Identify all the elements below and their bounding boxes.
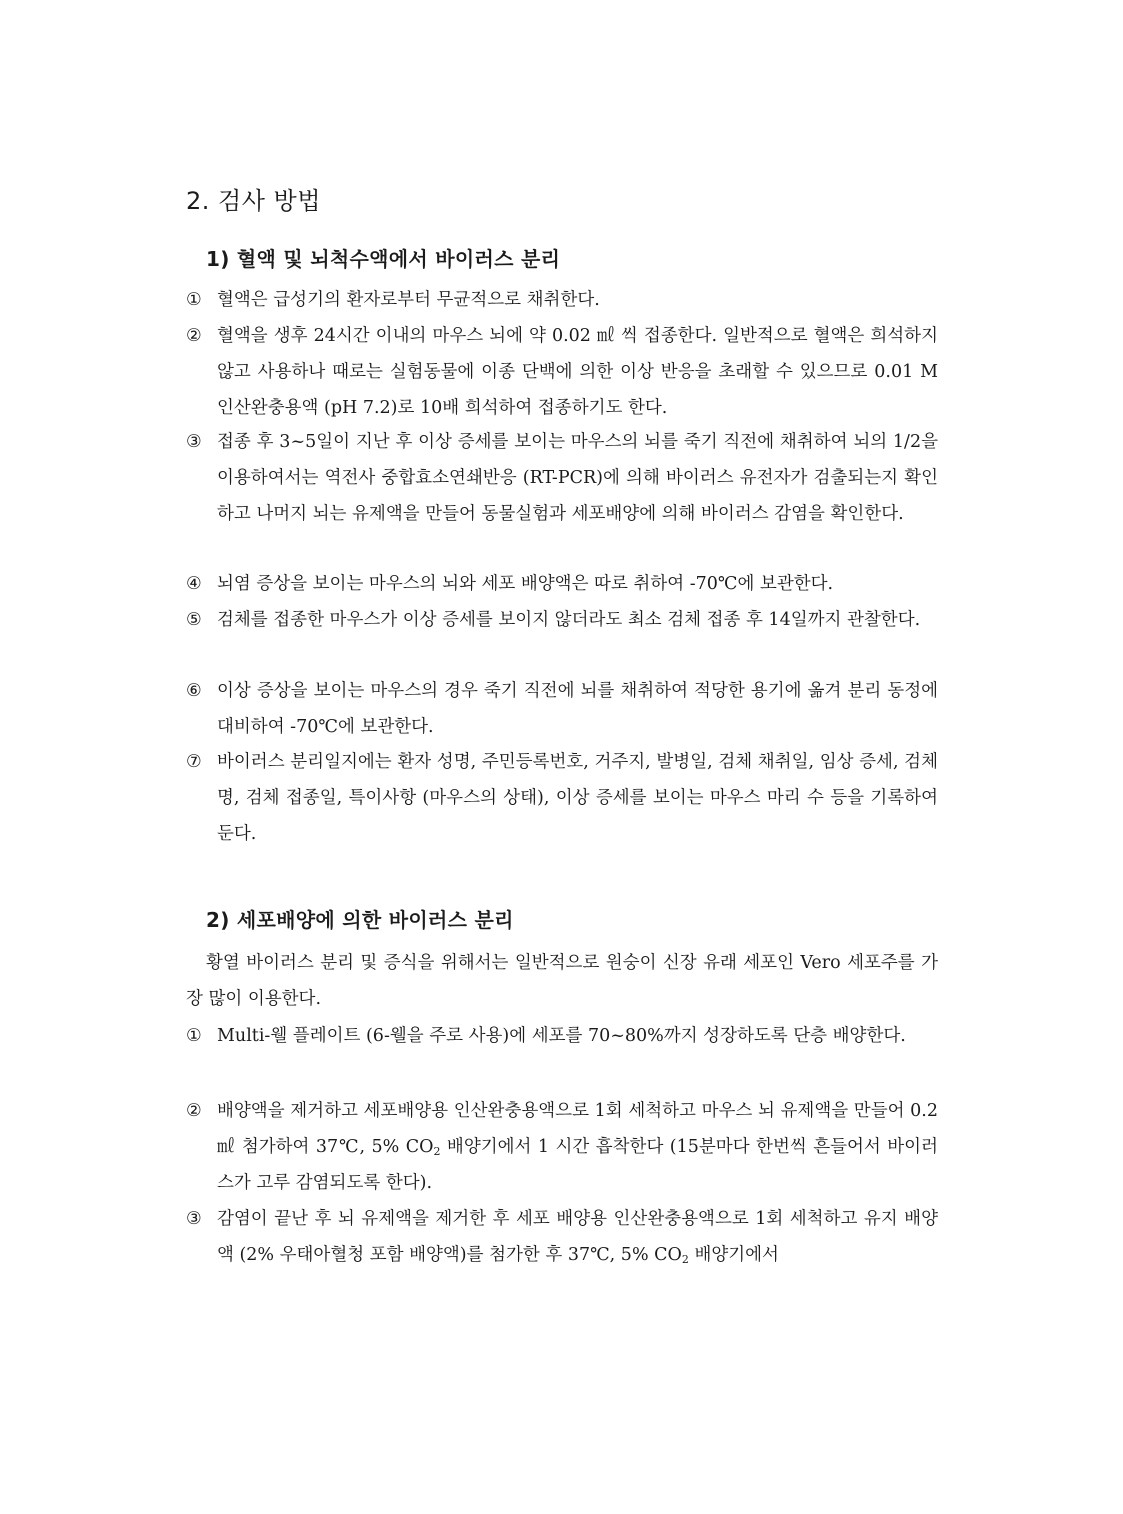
item-text: Multi-웰 플레이트 (6-웰을 주로 사용)에 세포를 70~80%까지 성장하도록 단층 배양한다. (217, 1026, 906, 1046)
item-text (217, 1201, 938, 1273)
item-text-part: 배양기에서 (688, 1245, 779, 1265)
item-text: 이상 증상을 보이는 마우스의 경우 죽기 직전에 뇌를 채취하여 적당한 용기에 옮겨 분리 동정에 대비하여 -70℃에 보관한다. (217, 681, 938, 737)
item-text-part: 배양기에서 1 시간 흡착한다 (15분마다 한번씩 흔들어서 바이러스가 고루 감염되도록 한다). (217, 1137, 938, 1193)
section-heading: 2. 검사 방법 (186, 187, 321, 215)
subscript: 2 (681, 1253, 689, 1266)
item-number: ① (186, 1026, 202, 1046)
item-text: 혈액은 급성기의 환자로부터 무균적으로 채취한다. (217, 290, 600, 310)
item-text: 검체를 접종한 마우스가 이상 증세를 보이지 않더라도 최소 검체 접종 후 14일까지 관찰한다. (217, 610, 921, 630)
list-item (186, 424, 938, 532)
list-item (186, 744, 938, 852)
item-number: ③ (186, 432, 202, 452)
item-number: ① (186, 290, 202, 310)
item-text: 뇌염 증상을 보이는 마우스의 뇌와 세포 배양액은 따로 취하여 -70℃에 보관한다. (217, 574, 834, 594)
subsection-title-2: 2) 세포배양에 의한 바이러스 분리 (206, 908, 514, 932)
item-number: ③ (186, 1209, 202, 1229)
item-number: ⑥ (186, 681, 202, 701)
item-text: 접종 후 3~5일이 지난 후 이상 증세를 보이는 마우스의 뇌를 죽기 직전에 채취하여 뇌의 1/2을 이용하여서는 역전사 중합효소연쇄반응 (RT-PCR)에 의해 바이러스 유전자가 검출되는지 확인하고 나머지 뇌는 유제액을 만들어 동물실험과 세포배양에 의해 바이러스 감염을 확인한다. (217, 432, 938, 524)
list-item (186, 1093, 938, 1201)
item-text (217, 1093, 938, 1201)
list-item (186, 1201, 938, 1273)
list-item (186, 602, 938, 638)
item-text-part: 배양액을 제거하고 세포배양용 인산완충용액으로 1회 세척하고 마우스 뇌 유제액을 만들어 0.2 ㎖ 첨가하여 37℃, 5% CO (217, 1101, 938, 1157)
item-number: ④ (186, 574, 202, 594)
list-item (186, 673, 938, 745)
item-text: 바이러스 분리일지에는 환자 성명, 주민등록번호, 거주지, 발병일, 검체 채취일, 임상 증세, 검체명, 검체 접종일, 특이사항 (마우스의 상태), 이상 증세를 보이는 마우스 마리 수 등을 기록하여 둔다. (217, 752, 938, 844)
item-text-part: 감염이 끝난 후 뇌 유제액을 제거한 후 세포 배양용 인산완충용액으로 1회 세척하고 유지 배양액 (2% 우태아혈청 포함 배양액)를 첨가한 후 37℃, 5% CO (217, 1209, 938, 1265)
intro-paragraph: 황열 바이러스 분리 및 증식을 위해서는 일반적으로 원숭이 신장 유래 세포인 Vero 세포주를 가장 많이 이용한다. (186, 953, 938, 1009)
subsection-title-1: 1) 혈액 및 뇌척수액에서 바이러스 분리 (206, 247, 561, 271)
item-number: ⑦ (186, 752, 202, 772)
list-item (186, 282, 938, 318)
item-number: ② (186, 1101, 202, 1121)
item-number: ② (186, 326, 202, 346)
list-item (186, 318, 938, 426)
item-number: ⑤ (186, 610, 202, 630)
list-item (186, 566, 938, 602)
list-item (186, 1018, 938, 1054)
item-text: 혈액을 생후 24시간 이내의 마우스 뇌에 약 0.02 ㎖ 씩 접종한다. 일반적으로 혈액은 희석하지 않고 사용하나 때로는 실험동물에 이종 단백에 의한 이상 반응을 초래할 수 있으므로 0.01 M 인산완충용액 (pH 7.2)로 10배 희석하여 접종하기도 한다. (217, 326, 938, 418)
subscript: 2 (433, 1145, 441, 1158)
